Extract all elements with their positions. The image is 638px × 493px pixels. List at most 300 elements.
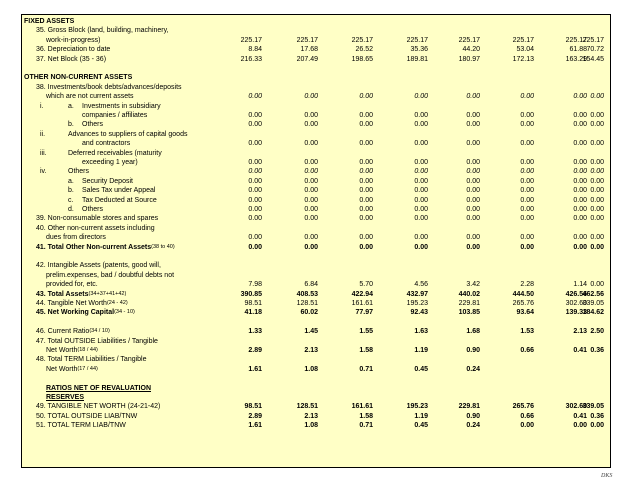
value-cell: 35.36 [410,46,428,54]
value-cell: 70.72 [586,46,604,54]
value-cell: 0.00 [520,196,534,204]
value-cell: 0.00 [414,243,428,251]
value-cell: 0.00 [359,206,373,213]
value-cell: 0.00 [248,93,262,101]
value-cell: 6.84 [304,281,318,289]
value-cell: 225.17 [296,36,318,44]
value-cell: 0.00 [414,140,428,148]
table-row [22,252,610,261]
value-cell: 265.76 [512,403,534,411]
value-cell: 0.00 [304,196,318,204]
row-formula-note: (34 / 10) [89,328,110,335]
table-row [22,271,610,280]
row-label: which are not current assets [46,93,134,101]
financial-sheet [21,14,611,468]
table-row [22,214,610,223]
value-cell: 422.94 [351,290,373,298]
value-cell: 2.89 [248,347,262,354]
value-cell: 225.17 [565,36,587,44]
row-label: 43. Total Assets (34+37+41+42) [36,290,127,298]
value-cell: 180.97 [458,55,480,63]
value-cell: 0.00 [414,93,428,101]
value-cell: 0.00 [573,196,587,204]
value-cell: 0.00 [590,93,604,101]
value-cell: 0.66 [520,412,534,420]
value-cell: 154.45 [582,55,604,63]
value-cell: 92.43 [410,309,428,317]
table-row [22,55,610,64]
table-row [22,374,610,383]
value-cell: 0.24 [466,422,480,430]
value-cell: 198.65 [351,55,373,63]
value-cell: 0.00 [359,243,373,251]
value-cell: 0.00 [304,112,318,119]
value-cell: 0.45 [414,422,428,430]
row-item-label: Others [82,121,104,129]
row-label: ii. [40,130,46,138]
row-label: 36. Depreciation to date [36,46,111,54]
row-label: 35. Gross Block (land, building, machinery, [36,27,169,35]
table-row [22,177,610,186]
value-cell: 0.00 [304,93,318,101]
value-cell: 0.00 [590,215,604,223]
row-label: companies / affiliates [82,112,148,119]
row-label: exceeding 1 year) [82,159,138,166]
value-cell: 17.68 [300,46,318,54]
value-cell: 0.00 [414,234,428,242]
table-row [22,233,610,242]
row-label: 40. Other non-current assets including [36,224,155,232]
value-cell: 0.00 [573,112,587,119]
value-cell: 0.00 [573,168,587,176]
table-row [22,102,610,111]
value-cell: 128.51 [296,300,318,307]
value-cell: 7.98 [248,281,262,289]
value-cell: 0.71 [359,422,373,430]
value-cell: 1.61 [248,422,262,430]
value-cell: 0.00 [520,243,534,251]
value-cell: 0.00 [359,112,373,119]
table-row [22,308,610,317]
value-cell: 0.00 [414,168,428,176]
table-row [22,327,610,336]
value-cell: 0.00 [304,140,318,148]
value-cell: 0.00 [573,187,587,195]
value-cell: 0.00 [248,159,262,166]
value-cell: 8.84 [248,46,262,54]
value-cell: 4.56 [414,281,428,289]
value-cell: 0.00 [359,196,373,204]
value-cell: 2.28 [520,281,534,289]
value-cell: 189.81 [406,55,428,63]
value-cell: 0.00 [414,159,428,166]
table-row [22,36,610,45]
table-row [22,196,610,205]
value-cell: 0.00 [466,168,480,176]
value-cell: 0.00 [520,234,534,242]
value-cell: 229.81 [458,403,480,411]
value-cell: 0.00 [359,215,373,223]
row-sub-label: a. [68,102,74,110]
table-row [22,120,610,129]
value-cell: 163.29 [565,55,587,63]
value-cell: 225.17 [240,36,262,44]
row-item-label: Others [82,206,104,213]
row-label: 41. Total Other Non-current Assets (38 to 40) [36,243,175,251]
value-cell: 0.36 [590,347,604,354]
value-cell: 0.00 [573,177,587,185]
row-label: 37. Net Block (35 - 36) [36,55,107,63]
value-cell: 0.00 [359,234,373,242]
value-cell: 0.00 [590,243,604,251]
row-label: and contractors [82,140,131,148]
row-label: Net Worth (18 / 44) [46,347,98,354]
value-cell: 225.17 [351,36,373,44]
value-cell: 0.00 [248,168,262,176]
value-cell: 0.00 [573,140,587,148]
table-row [22,17,610,26]
value-cell: 1.61 [248,365,262,373]
value-cell: 0.00 [414,206,428,213]
value-cell: 1.63 [414,328,428,336]
value-cell: 1.45 [304,328,318,336]
value-cell: 0.00 [573,159,587,166]
value-cell: 0.00 [466,93,480,101]
table-row [22,83,610,92]
row-item-label: Deferred receivables (maturity [68,149,162,157]
row-label: dues from directors [46,234,106,242]
table-row [22,393,610,402]
row-item-label: Advances to suppliers of capital goods [68,130,188,138]
row-item-label: Sales Tax under Appeal [82,187,156,195]
value-cell: 98.51 [244,403,262,411]
value-cell: 225.17 [582,36,604,44]
row-label: RATIOS NET OF REVALUATION [46,384,151,392]
table-row [22,26,610,35]
row-formula-note: (17 / 44) [77,365,98,372]
row-label: 42. Intangible Assets (patents, good will, [36,262,161,270]
value-cell: 0.00 [573,234,587,242]
value-cell: 0.00 [359,93,373,101]
value-cell: 2.13 [304,347,318,354]
value-cell: 1.08 [304,422,318,430]
row-formula-note: (34+37+41+42) [88,290,127,297]
value-cell: 225.17 [458,36,480,44]
value-cell: 0.66 [520,347,534,354]
value-cell: 0.00 [590,159,604,166]
value-cell: 0.00 [466,215,480,223]
value-cell: 41.18 [244,309,262,317]
value-cell: 0.00 [414,215,428,223]
value-cell: 339.05 [582,403,604,411]
value-cell: 0.00 [248,177,262,185]
row-label: 50. TOTAL OUTSIDE LIAB/TNW [36,412,138,420]
value-cell: 0.00 [590,140,604,148]
row-label: prelim.expenses, bad / doubtful debts not [46,271,175,279]
value-cell: 0.00 [359,121,373,129]
value-cell: 1.55 [359,328,373,336]
table-row [22,149,610,158]
table-row [22,243,610,252]
table-row [22,261,610,270]
value-cell: 3.42 [466,281,480,289]
value-cell: 128.51 [296,403,318,411]
value-cell: 1.58 [359,412,373,420]
value-cell: 0.00 [590,234,604,242]
value-cell: 265.76 [512,300,534,307]
value-cell: 0.00 [248,215,262,223]
value-cell: 1.68 [466,328,480,336]
table-row [22,421,610,430]
value-cell: 1.14 [573,281,587,289]
value-cell: 0.00 [304,168,318,176]
value-cell: 225.17 [406,36,428,44]
row-label: 48. Total TERM Liabilities / Tangible [36,356,147,364]
value-cell: 0.41 [573,412,587,420]
value-cell: 0.00 [573,206,587,213]
table-row [22,73,610,82]
value-cell: 0.00 [304,206,318,213]
row-label: 44. Tangible Net Worth (24 - 42) [36,300,128,307]
value-cell: 0.00 [520,177,534,185]
value-cell: 0.00 [573,121,587,129]
value-cell: 1.58 [359,347,373,354]
value-cell: 77.97 [355,309,373,317]
table-row [22,205,610,214]
value-cell: 0.00 [359,187,373,195]
row-formula-note: (38 to 40) [151,243,175,250]
value-cell: 0.00 [520,93,534,101]
row-item-label: Investments in subsidiary [82,102,161,110]
value-cell: 184.62 [582,309,604,317]
value-cell: 1.53 [520,328,534,336]
value-cell: 2.13 [573,328,587,336]
row-label: 38. Investments/book debts/advances/deposits [36,83,182,91]
table-row [22,412,610,421]
value-cell: 229.81 [458,300,480,307]
row-label: iv. [40,168,47,176]
row-label: b. [68,121,74,129]
row-formula-note: (34 - 10) [114,309,135,316]
table-row [22,346,610,355]
value-cell: 103.85 [458,309,480,317]
value-cell: 0.00 [590,422,604,430]
row-label: a. [68,177,74,185]
value-cell: 0.00 [466,206,480,213]
value-cell: 0.00 [590,112,604,119]
value-cell: 0.00 [466,140,480,148]
value-cell: 0.00 [520,206,534,213]
value-cell: 0.00 [359,168,373,176]
value-cell: 61.88 [569,46,587,54]
value-cell: 98.51 [244,300,262,307]
row-label: i. [40,102,44,110]
row-label: OTHER NON-CURRENT ASSETS [24,74,133,82]
row-label: c. [68,196,74,204]
value-cell: 0.00 [248,234,262,242]
value-cell: 0.00 [520,159,534,166]
value-cell: 440.02 [458,290,480,298]
table-row [22,186,610,195]
value-cell: 0.00 [414,196,428,204]
value-cell: 0.00 [520,422,534,430]
value-cell: 93.64 [516,309,534,317]
row-label: 45. Net Working Capital (34 - 10) [36,309,135,317]
value-cell: 339.05 [582,300,604,307]
value-cell: 216.33 [240,55,262,63]
value-cell: 0.00 [304,121,318,129]
row-item-label: Security Deposit [82,177,133,185]
row-item-label: Others [68,168,90,176]
row-label: 51. TOTAL TERM LIAB/TNW [36,422,126,430]
value-cell: 432.97 [406,290,428,298]
value-cell: 0.00 [466,196,480,204]
value-cell: 0.45 [414,365,428,373]
footer-initials: DKS [601,473,613,479]
value-cell: 195.23 [406,403,428,411]
table-row [22,318,610,327]
value-cell: 0.00 [573,422,587,430]
value-cell: 2.50 [590,328,604,336]
row-label: 49. TANGIBLE NET WORTH (24-21-42) [36,403,161,411]
value-cell: 0.00 [520,112,534,119]
value-cell: 462.56 [582,290,604,298]
value-cell: 53.04 [516,46,534,54]
row-label: provided for, etc. [46,281,98,289]
table-row [22,337,610,346]
value-cell: 0.00 [466,112,480,119]
table-row [22,299,610,308]
row-label: b. [68,187,74,195]
value-cell: 0.00 [520,215,534,223]
value-cell: 0.00 [466,177,480,185]
value-cell: 0.00 [304,243,318,251]
value-cell: 0.00 [590,177,604,185]
value-cell: 207.49 [296,55,318,63]
value-cell: 5.70 [359,281,373,289]
value-cell: 60.02 [300,309,318,317]
value-cell: 0.00 [304,177,318,185]
value-cell: 0.00 [359,177,373,185]
value-cell: 0.00 [520,168,534,176]
value-cell: 161.61 [351,300,373,307]
table-row [22,290,610,299]
value-cell: 0.00 [573,93,587,101]
value-cell: 0.00 [466,159,480,166]
table-row [22,111,610,120]
value-cell: 0.00 [520,121,534,129]
row-label: 47. Total OUTSIDE Liabilities / Tangible [36,337,158,345]
value-cell: 2.89 [248,412,262,420]
table-row [22,158,610,167]
value-cell: 0.00 [304,159,318,166]
value-cell: 0.00 [573,215,587,223]
value-cell: 0.71 [359,365,373,373]
value-cell: 0.00 [248,206,262,213]
value-cell: 0.00 [590,121,604,129]
value-cell: 444.50 [512,290,534,298]
value-cell: 0.00 [466,243,480,251]
value-cell: 0.24 [466,365,480,373]
value-cell: 302.60 [565,300,587,307]
value-cell: 0.00 [304,234,318,242]
row-label: RESERVES [46,394,84,401]
value-cell: 0.36 [590,412,604,420]
value-cell: 0.00 [590,196,604,204]
row-item-label: Tax Deducted at Source [82,196,157,204]
row-formula-note: (18 / 44) [77,347,98,353]
value-cell: 0.00 [466,121,480,129]
value-cell: 0.00 [414,112,428,119]
value-cell: 0.00 [248,140,262,148]
value-cell: 408.53 [296,290,318,298]
value-cell: 225.17 [512,36,534,44]
value-cell: 0.90 [466,347,480,354]
row-formula-note: (24 - 42) [106,300,128,306]
value-cell: 139.33 [565,309,587,317]
value-cell: 390.85 [240,290,262,298]
value-cell: 0.90 [466,412,480,420]
value-cell: 0.00 [590,187,604,195]
value-cell: 0.00 [248,243,262,251]
row-label: d. [68,206,74,213]
table-row [22,167,610,176]
value-cell: 302.60 [565,403,587,411]
value-cell: 0.00 [248,121,262,129]
table-row [22,280,610,289]
value-cell: 0.00 [520,140,534,148]
value-cell: 0.00 [304,215,318,223]
value-cell: 426.56 [565,290,587,298]
value-cell: 1.19 [414,347,428,354]
table-row [22,92,610,101]
value-cell: 0.00 [414,121,428,129]
value-cell: 26.52 [355,46,373,54]
row-label: 39. Non-consumable stores and spares [36,215,159,223]
value-cell: 2.13 [304,412,318,420]
row-label: Net Worth (17 / 44) [46,365,98,373]
value-cell: 0.41 [573,347,587,354]
value-cell: 1.33 [248,328,262,336]
value-cell: 0.00 [248,187,262,195]
value-cell: 0.00 [573,243,587,251]
value-cell: 161.61 [351,403,373,411]
table-row [22,45,610,54]
table-row [22,64,610,73]
value-cell: 0.00 [304,187,318,195]
table-row [22,355,610,364]
row-label: FIXED ASSETS [24,18,75,25]
value-cell: 0.00 [359,159,373,166]
row-label: 46. Current Ratio (34 / 10) [36,328,110,336]
value-cell: 0.00 [466,187,480,195]
table-row [22,384,610,393]
table-row [22,224,610,233]
value-cell: 0.00 [414,177,428,185]
value-cell: 1.08 [304,365,318,373]
value-cell: 0.00 [248,196,262,204]
row-label: work-in-progress) [46,36,101,44]
value-cell: 0.00 [359,140,373,148]
value-cell: 0.00 [590,206,604,213]
value-cell: 0.00 [248,112,262,119]
value-cell: 0.00 [414,187,428,195]
table-row [22,402,610,411]
table-row [22,365,610,374]
value-cell: 172.13 [512,55,534,63]
value-cell: 1.19 [414,412,428,420]
value-cell: 0.00 [520,187,534,195]
